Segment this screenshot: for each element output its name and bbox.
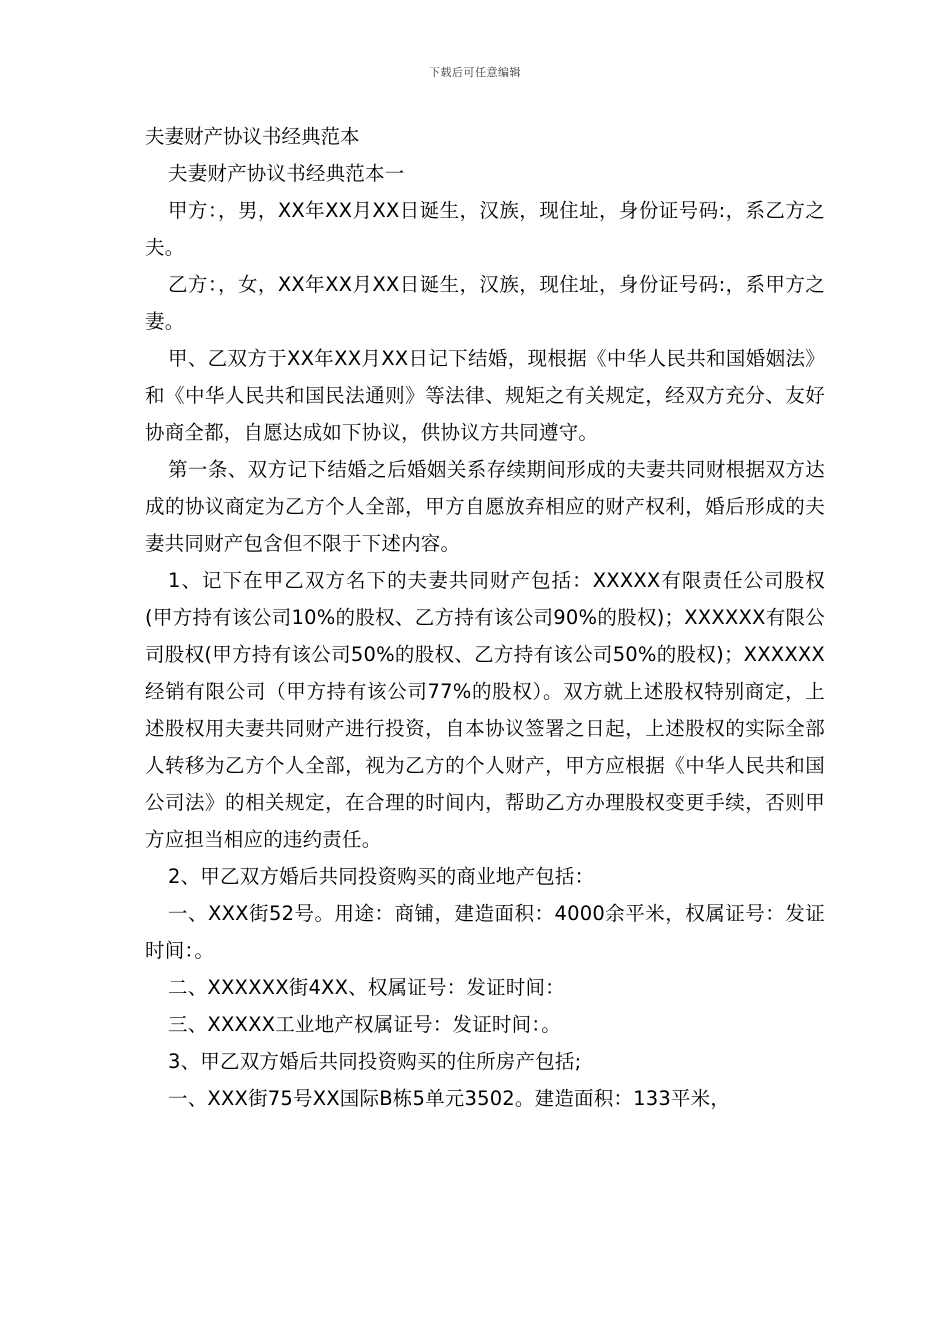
clause-2-item-3: 三、XXXXX工业地产权属证号：发证时间：。 [168,1013,561,1036]
party-b-paragraph: 乙方：，女，XX年XX月XX日诞生，汉族，现住址，身份证号码:，系甲方之妻。 [145,273,825,333]
clause-2-item-2: 二、XXXXXX街4XX、权属证号：发证时间： [168,976,565,999]
clause-2-paragraph: 2、甲乙双方婚后共同投资购买的商业地产包括： [168,865,595,888]
section-heading: 夫妻财产协议书经典范本一 [168,162,405,185]
preamble-paragraph: 甲、乙双方于XX年XX月XX日记下结婚，现根据《中华人民共和国婚姻法》和《中华人民共和国民法通则》等法律、规矩之有关规定，经双方充分、友好协商全都，自愿达成如下协议，供协议方共同遵守。 [145,347,825,444]
party-a-paragraph: 甲方：，男，XX年XX月XX日诞生，汉族，现住址，身份证号码:，系乙方之夫。 [145,199,825,259]
clause-3-item-1: 一、XXX街75号XX国际B栋5单元3502。建造面积：133平米， [168,1087,731,1110]
clause-3-paragraph: 3、甲乙双方婚后共同投资购买的住所房产包括; [168,1050,582,1073]
document-title: 夫妻财产协议书经典范本 [145,125,360,148]
header-note: 下载后可任意编辑 [429,66,521,79]
document-body [145,118,825,1117]
clause-1-paragraph: 1、记下在甲乙双方名下的夫妻共同财产包括：XXXXX有限责任公司股权(甲方持有该公司10%的股权、乙方持有该公司90%的股权)；XXXXXX有限公司股权(甲方持有该公司50%的股权、乙方持有该公司50%的股权)；XXXXXX经销有限公司（甲方持有该公司77%的股权）。双方就上述股权特别商定，上述股权用夫妻共同财产进行投资，自本协议签署之日起，上述股权的实际全部人转移为乙方个人全部，视为乙方的个人财产，甲方应根据《中华人民共和国公司法》的相关规定，在合理的时间内，帮助乙方办理股权变更手续，否则甲方应担当相应的违约责任。 [145,569,825,851]
article-one-paragraph: 第一条、双方记下结婚之后婚姻关系存续期间形成的夫妻共同财根据双方达成的协议商定为乙方个人全部，甲方自愿放弃相应的财产权利，婚后形成的夫妻共同财产包含但不限于下述内容。 [145,458,825,555]
clause-2-item-1: 一、XXX街52号。用途：商铺，建造面积：4000余平米，权属证号：发证时间：。 [145,902,825,962]
